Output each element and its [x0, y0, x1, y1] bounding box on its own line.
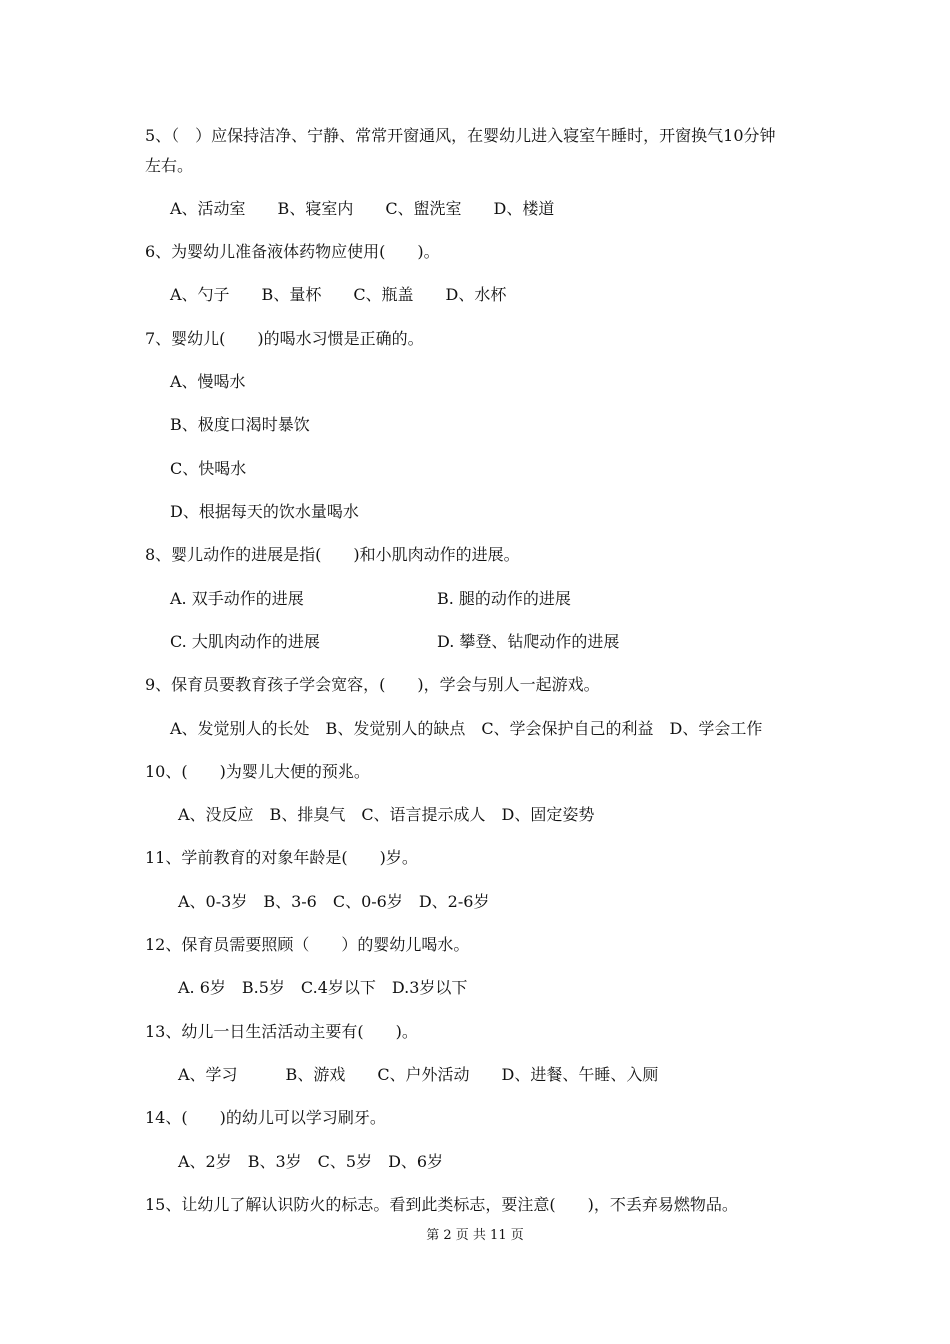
- question-8-option-d: D. 攀登、钻爬动作的进展: [437, 632, 620, 651]
- question-8-stem: 8、婴儿动作的进展是指( )和小肌肉动作的进展。: [145, 545, 520, 564]
- question-13-stem: 13、幼儿一日生活活动主要有( )。: [145, 1022, 418, 1041]
- question-5-stem-line-2: 左右。: [145, 156, 194, 175]
- question-12-stem: 12、保育员需要照顾（ ）的婴幼儿喝水。: [145, 935, 470, 954]
- question-9-options: A、发觉别人的长处 B、发觉别人的缺点 C、学会保护自己的利益 D、学会工作: [170, 719, 763, 738]
- question-8-option-b: B. 腿的动作的进展: [437, 589, 571, 608]
- question-6-options: A、勺子 B、量杯 C、瓶盖 D、水杯: [170, 285, 507, 304]
- question-8-option-a: A. 双手动作的进展: [170, 589, 304, 608]
- question-10-options: A、没反应 B、排臭气 C、语言提示成人 D、固定姿势: [178, 805, 595, 824]
- question-10-stem: 10、( )为婴儿大便的预兆。: [145, 762, 370, 781]
- question-14-stem: 14、( )的幼儿可以学习刷牙。: [145, 1108, 386, 1127]
- question-15-stem: 15、让幼儿了解认识防火的标志。看到此类标志，要注意( )，不丢弃易燃物品。: [145, 1195, 738, 1214]
- question-5-stem-line-1: 5、（ ）应保持洁净、宁静、常常开窗通风，在婴幼儿进入寝室午睡时，开窗换气10分钟: [145, 126, 776, 145]
- question-13-options: A、学习 B、游戏 C、户外活动 D、进餐、午睡、入厕: [178, 1065, 659, 1084]
- page-footer: 第 2 页 共 11 页: [426, 1228, 524, 1243]
- question-11-stem: 11、学前教育的对象年龄是( )岁。: [145, 848, 418, 867]
- question-9-stem: 9、保育员要教育孩子学会宽容，( )，学会与别人一起游戏。: [145, 675, 600, 694]
- question-7-option-b: B、极度口渴时暴饮: [170, 415, 310, 434]
- question-7-option-a: A、慢喝水: [170, 372, 246, 391]
- question-8-option-c: C. 大肌肉动作的进展: [170, 632, 320, 651]
- question-14-options: A、2岁 B、3岁 C、5岁 D、6岁: [178, 1152, 444, 1171]
- question-7-stem: 7、婴幼儿( )的喝水习惯是正确的。: [145, 329, 424, 348]
- question-6-stem: 6、为婴幼儿准备液体药物应使用( )。: [145, 242, 440, 261]
- question-7-option-c: C、快喝水: [170, 459, 247, 478]
- question-5-options: A、活动室 B、寝室内 C、盥洗室 D、楼道: [170, 199, 555, 218]
- question-12-options: A. 6岁 B.5岁 C.4岁以下 D.3岁以下: [178, 978, 468, 997]
- question-11-options: A、0-3岁 B、3-6 C、0-6岁 D、2-6岁: [178, 892, 490, 911]
- question-7-option-d: D、根据每天的饮水量喝水: [170, 502, 359, 521]
